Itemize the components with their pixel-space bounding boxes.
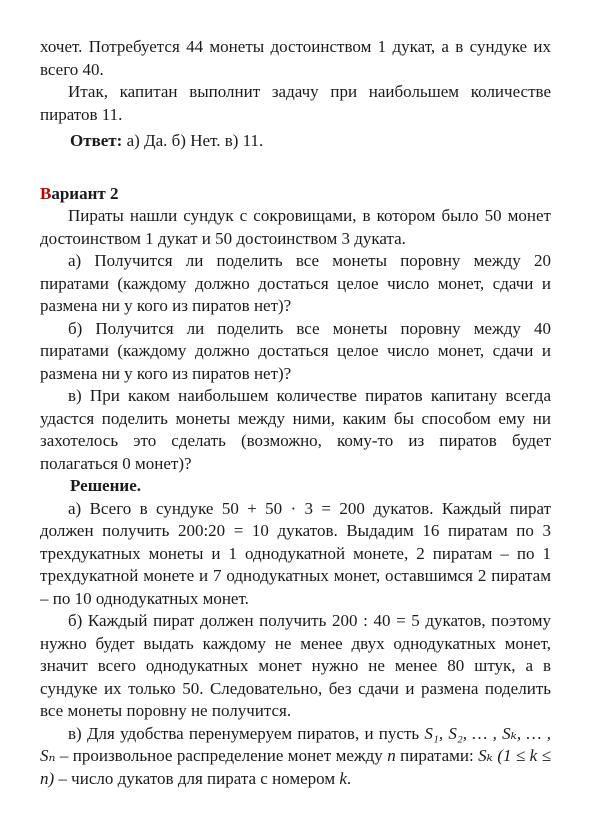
solution-part-b: б) Каждый пират должен получить 200 : 40 = 5 дукатов, поэтому нужно будет выдать каждому не менее двух однодукатных монет, значит всего однодукатных монет нужно не менее 80 штук, а в сундуке их только 50. Следовательно, без сдачи и размена поделить все монеты поровну не получится.: [40, 611, 551, 720]
solution-c-math-k: k: [339, 768, 347, 788]
paragraph-conclusion: Итак, капитан выполнит задачу при наибольшем количестве пиратов 11.: [40, 82, 551, 124]
solution-c-text-3: пиратами:: [395, 746, 479, 765]
paragraph-continuation: хочет. Потребуется 44 монеты достоинством 1 дукат, а в сундуке их всего 40.: [40, 37, 551, 79]
solution-c-math-n: n: [387, 746, 396, 765]
solution-c-text-1: в) Для удобства перенумеруем пиратов, и пусть: [68, 723, 425, 743]
answer-label: Ответ:: [70, 131, 123, 150]
document-page: [40, 36, 551, 790]
variant-title-rest: ариант 2: [51, 183, 119, 203]
solution-c-text-5: .: [346, 768, 352, 788]
variant-heading: [40, 183, 551, 206]
solution-c-math-sk: Sₖ (1 ≤ k ≤ n): [40, 746, 551, 788]
problem-statement: Пираты нашли сундук с сокровищами, в котором было 50 монет достоинством 1 дукат и 50 достоинством 3 дуката.: [40, 206, 551, 248]
problem-part-c: в) При каком наибольшем количестве пиратов капитану всегда удастся поделить монеты между ними, каким бы способом ему ни захотелось это сделать (возможно, кому-то из пиратов будет полагаться 0 монет)?: [40, 386, 551, 473]
problem-part-b: б) Получится ли поделить все монеты поровну между 40 пиратами (каждому должно достаться целое число монет, сдачи и размена ни у кого из пиратов нет)?: [40, 318, 551, 383]
variant-first-letter: В: [40, 183, 52, 203]
answer-text: а) Да. б) Нет. в) 11.: [122, 131, 264, 150]
solution-part-c: [40, 723, 551, 791]
solution-part-a: а) Всего в сундуке 50 + 50 · 3 = 200 дукатов. Каждый пират должен получить 200:20 = 10 дукатов. Выдадим 16 пиратам по 3 трехдукатных монеты и 1 однодукатной монете, 2 пиратам – по 1 трехдукатной монете и 7 однодукатных монет, оставшимся 2 пиратам – по 10 однодукатных монет.: [40, 498, 551, 608]
problem-part-a: а) Получится ли поделить все монеты поровну между 20 пиратами (каждому должно достаться целое число монет, сдачи и размена ни у кого из пиратов нет)?: [40, 251, 551, 315]
answer-line: [40, 130, 551, 153]
solution-heading: Решение.: [70, 476, 141, 495]
solution-c-text-4: – число дукатов для пирата с номером: [54, 768, 340, 788]
solution-c-text-2: – произвольное распределение монет между: [55, 746, 388, 765]
solution-c-math-sequence: S₁, S₂, … , Sₖ, … , Sₙ: [40, 723, 551, 765]
